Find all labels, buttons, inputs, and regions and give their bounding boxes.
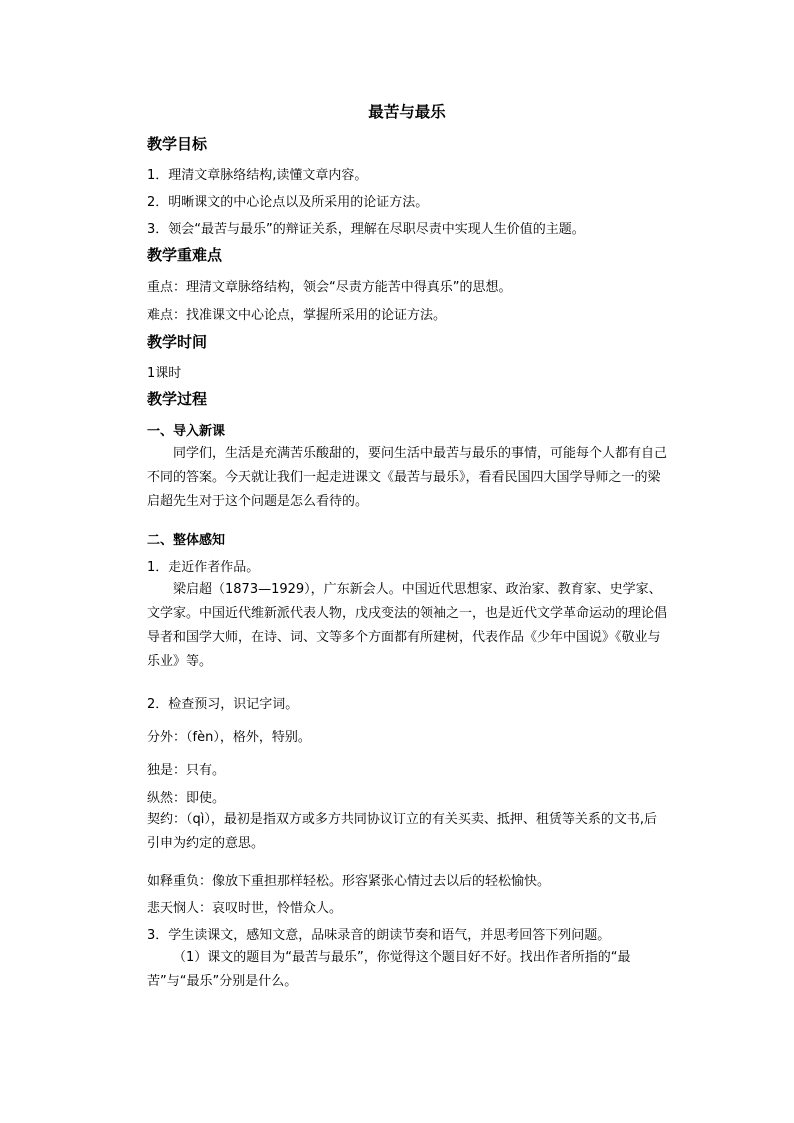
question-1: （1）课文的题目为“最苦与最乐”，你觉得这个题目好不好。找出作者所指的“最苦”与“最乐”分别是什么。 [147,950,631,989]
heading-teaching-goals: 教学目标 [147,135,208,153]
teaching-time-value: 1课时 [147,366,182,381]
heading-key-points: 教学重难点 [147,246,223,264]
goal-item-2: 2．明晰课文的中心论点以及所采用的论证方法。 [147,195,429,210]
goal-item-1: 1．理清文章脉络结构,读懂文章内容。 [147,168,368,183]
heading-teaching-process: 教学过程 [147,390,208,408]
word-zongran: 纵然：即使。 [147,791,226,806]
section-heading-intro: 一、导入新课 [147,424,226,439]
step-3: 3．学生读课文，感知文意，品味录音的朗读节奏和语气，并思考回答下列问题。 [147,928,611,943]
step-1: 1．走近作者作品。 [147,560,260,575]
word-qiyue: 契约：（qì），最初是指双方或多方共同协议订立的有关买卖、抵押、租赁等关系的文书,后引申为约定的意思。 [147,812,657,851]
page-title: 最苦与最乐 [368,103,446,121]
goal-item-3: 3．领会“最苦与最乐”的辩证关系，理解在尽职尽责中实现人生价值的主题。 [147,222,585,237]
step-2: 2．检查预习，识记字词。 [147,697,299,712]
intro-paragraph: 同学们，生活是充满苦乐酸甜的，要问生活中最苦与最乐的事情，可能每个人都有自己不同的答案。今天就让我们一起走进课文《最苦与最乐》，看看民国四大国学导师之一的梁启超先生对于这个问题是怎么看待的。 [147,446,668,509]
key-point: 重点：理清文章脉络结构，领会“尽责方能苦中得真乐”的思想。 [147,280,512,295]
difficulty-point: 难点：找准课文中心论点，掌握所采用的论证方法。 [147,308,447,323]
author-paragraph: 梁启超（1873—1929），广东新会人。中国近代思想家、政治家、教育家、史学家、文学家。中国近代维新派代表人物，戊戌变法的领袖之一，也是近代文学革命运动的理论倡导者和国学大师，在诗、词、文等多个方面都有所建树，代表作品《少年中国说》《敬业与乐业》等。 [147,582,668,669]
word-dushi: 独是：只有。 [147,763,226,778]
word-beitianminren: 悲天悯人：哀叹时世，怜惜众人。 [147,901,343,916]
word-rushizhongfu: 如释重负：像放下重担那样轻松。形容紧张心情过去以后的轻松愉快。 [147,874,551,889]
heading-teaching-time: 教学时间 [147,333,208,351]
section-heading-overview: 二、整体感知 [147,533,226,548]
word-fenwai: 分外：（fèn），格外，特别。 [147,730,311,745]
